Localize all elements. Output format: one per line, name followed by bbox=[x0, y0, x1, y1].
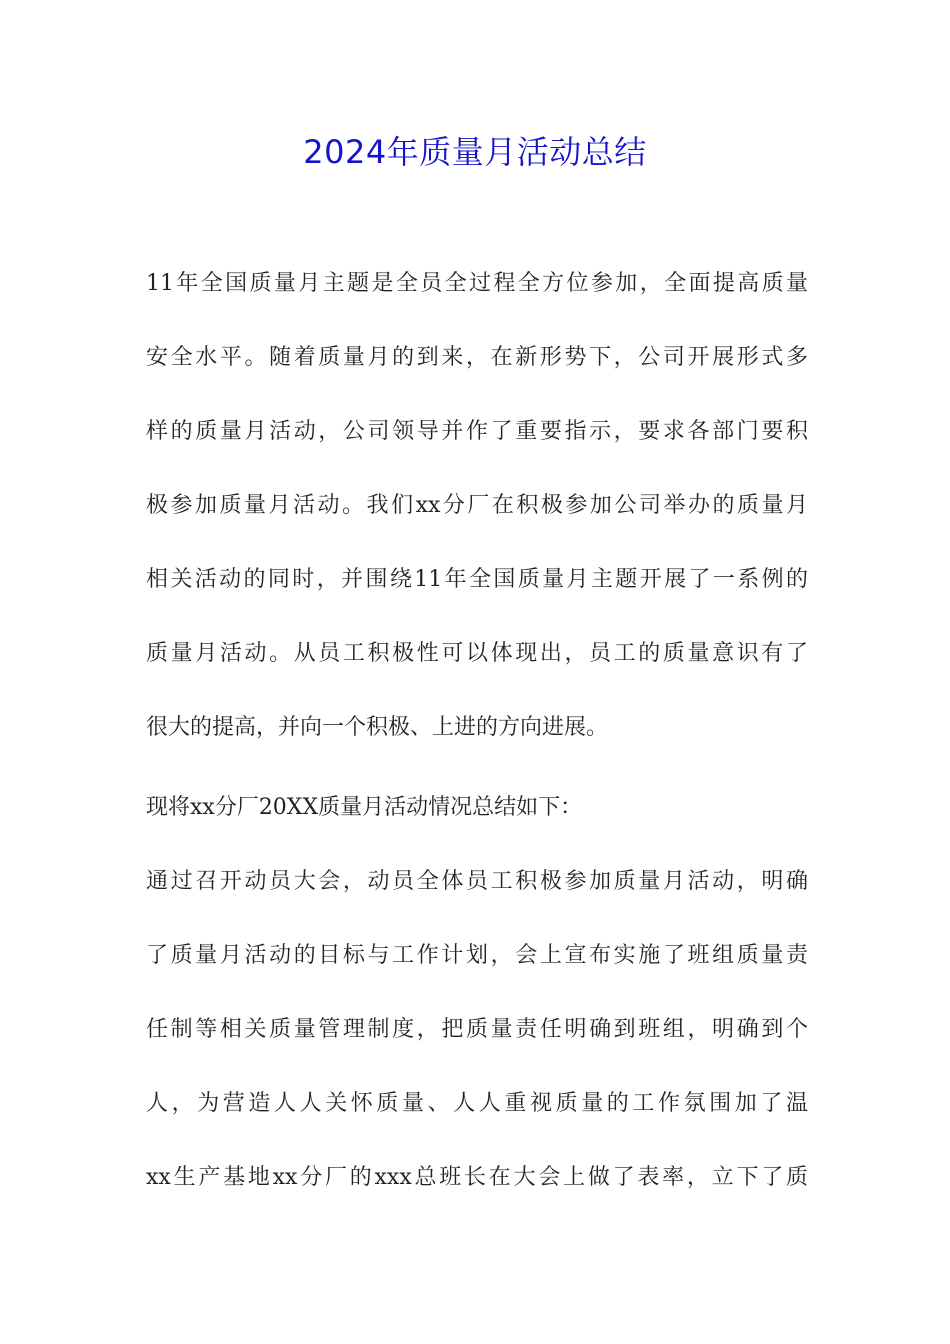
body-line-4: 极参加质量月活动。我们xx分厂在积极参加公司举办的质量月 bbox=[146, 493, 808, 518]
body-line-1: 11年全国质量月主题是全员全过程全方位参加，全面提高质量 bbox=[146, 271, 808, 296]
body-line-5: 相关活动的同时，并围绕11年全国质量月主题开展了一系例的 bbox=[146, 567, 808, 592]
body-line-7: 很大的提高，并向一个积极、上进的方向进展。 bbox=[146, 715, 609, 740]
body-line-2: 安全水平。随着质量月的到来，在新形势下，公司开展形式多 bbox=[146, 345, 808, 370]
body-line-13: xx生产基地xx分厂的xxx总班长在大会上做了表率，立下了质 bbox=[146, 1165, 808, 1190]
body-line-11: 任制等相关质量管理制度，把质量责任明确到班组，明确到个 bbox=[146, 1017, 808, 1042]
body-line-8: 现将xx分厂20XX质量月活动情况总结如下： bbox=[146, 795, 583, 820]
body-line-9: 通过召开动员大会，动员全体员工积极参加质量月活动，明确 bbox=[146, 869, 808, 894]
body-line-12: 人，为营造人人关怀质量、人人重视质量的工作氛围加了温 bbox=[146, 1091, 808, 1116]
document-title: 2024年质量月活动总结 bbox=[303, 133, 647, 171]
body-line-6: 质量月活动。从员工积极性可以体现出，员工的质量意识有了 bbox=[146, 641, 808, 666]
body-line-3: 样的质量月活动，公司领导并作了重要指示，要求各部门要积 bbox=[146, 419, 808, 444]
body-line-10: 了质量月活动的目标与工作计划，会上宣布实施了班组质量责 bbox=[146, 943, 808, 968]
